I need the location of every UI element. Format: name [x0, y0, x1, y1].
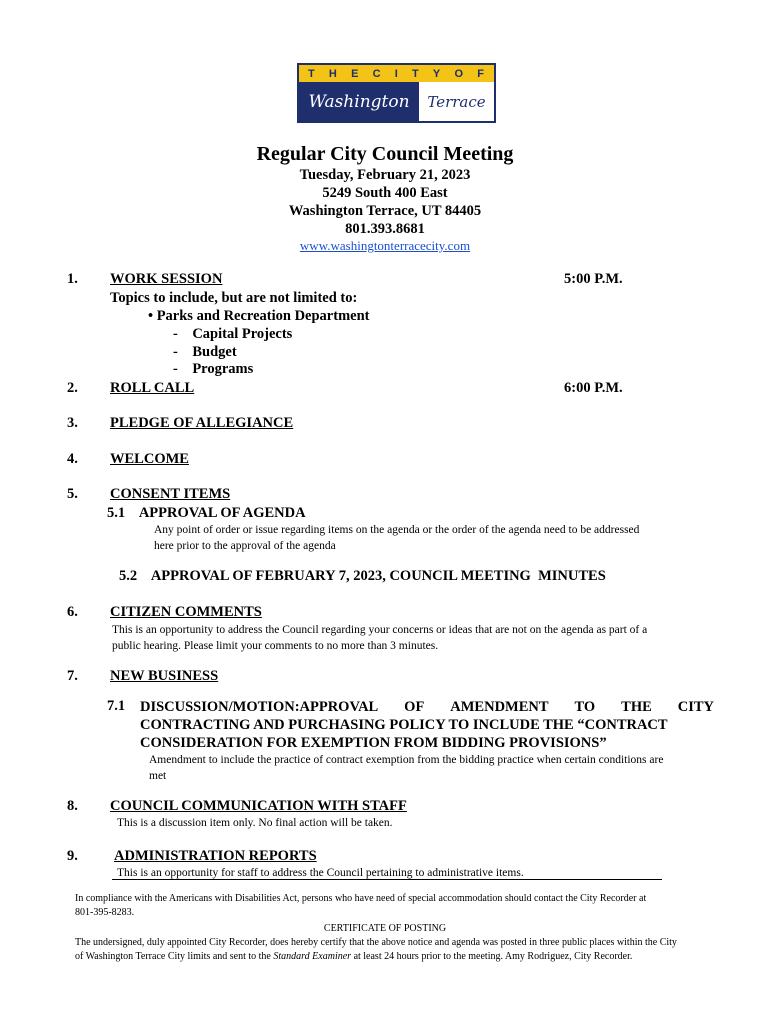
consent-agenda-desc: here prior to the approval of the agenda	[154, 540, 336, 552]
motion-line: CONSIDERATION FOR EXEMPTION FROM BIDDING PROVISIONS”	[140, 735, 607, 751]
motion-word: THE	[621, 699, 652, 715]
logo-letter: C	[372, 67, 382, 80]
certificate-text-part: at least 24 hours prior to the meeting. Amy Rodriguez, City Recorder.	[351, 951, 633, 962]
city-logo	[297, 63, 496, 123]
meeting-title: Regular City Council Meeting	[256, 143, 514, 165]
consent-approval-agenda: 5.1 APPROVAL OF AGENDA	[107, 505, 306, 521]
section-divider	[112, 879, 662, 880]
motion-word: TO	[574, 699, 596, 715]
website-link[interactable]: www.washingtonterracecity.com	[299, 238, 471, 253]
logo-letter: T	[411, 67, 420, 80]
motion-desc: Amendment to include the practice of contract exemption from the bidding practice when certain conditions are	[149, 754, 664, 766]
work-session-topics: Topics to include, but are not limited to:	[110, 290, 358, 306]
logo-word-terrace: Terrace	[427, 92, 486, 111]
item-council-communication-title: COUNCIL COMMUNICATION WITH STAFF	[110, 798, 407, 814]
item-welcome-title: WELCOME	[110, 451, 189, 467]
motion-word: DISCUSSION/MOTION:APPROVAL	[140, 699, 379, 715]
motion-line: CONTRACTING AND PURCHASING POLICY TO INCLUDE THE “CONTRACT	[140, 717, 668, 733]
work-session-sub-item: - Budget	[173, 344, 237, 360]
logo-bottom	[299, 82, 494, 121]
work-session-sub-item: - Programs	[173, 361, 254, 377]
motion-word: CITY	[677, 699, 714, 715]
meeting-address-1: 5249 South 400 East	[322, 185, 448, 201]
consent-minutes-approval: 5.2 APPROVAL OF FEBRUARY 7, 2023, COUNCIL MEETING MINUTES	[119, 568, 606, 584]
motion-line	[140, 698, 714, 716]
certificate-title: CERTIFICATE OF POSTING	[323, 923, 447, 934]
logo-letter: H	[328, 67, 338, 80]
logo-letter: I	[394, 67, 399, 80]
logo-word-washington: Washington	[299, 82, 419, 121]
item-pledge-title: PLEDGE OF ALLEGIANCE	[110, 415, 294, 431]
item-work-session-time: 5:00 P.M.	[564, 271, 623, 287]
motion-word: OF	[404, 699, 425, 715]
meeting-address-2: Washington Terrace, UT 84405	[288, 203, 482, 219]
meeting-date: Tuesday, February 21, 2023	[299, 167, 471, 183]
ada-notice-phone: 801-395-8283.	[75, 907, 135, 918]
new-business-motion	[140, 698, 714, 752]
motion-word: AMENDMENT	[450, 699, 549, 715]
item-number: 9.	[67, 848, 78, 864]
item-admin-reports-title: ADMINISTRATION REPORTS	[114, 848, 317, 864]
logo-letter: Y	[432, 67, 442, 80]
logo-letter: E	[351, 67, 360, 80]
logo-letter: T	[308, 67, 316, 80]
item-number: 4.	[67, 451, 78, 467]
council-communication-desc: This is a discussion item only. No final action will be taken.	[117, 817, 393, 829]
motion-desc: met	[149, 770, 167, 782]
item-number: 5.	[67, 486, 78, 502]
newspaper-name: Standard Examiner	[273, 951, 352, 962]
item-roll-call-time: 6:00 P.M.	[564, 380, 623, 396]
citizen-comments-desc: public hearing. Please limit your comments to no more than 3 minutes.	[112, 640, 439, 652]
item-roll-call-title: ROLL CALL	[110, 380, 195, 396]
item-number: 6.	[67, 604, 78, 620]
certificate-text-part: of Washington Terrace City limits and sent to the	[75, 951, 274, 962]
item-number: 1.	[67, 271, 78, 287]
work-session-sub-item: - Capital Projects	[173, 326, 293, 342]
certificate-text	[75, 949, 632, 965]
logo-letter: F	[477, 67, 485, 80]
item-citizen-comments-title: CITIZEN COMMENTS	[110, 604, 262, 620]
item-consent-title: CONSENT ITEMS	[110, 486, 231, 502]
logo-top-band	[299, 65, 494, 82]
item-number: 7.	[67, 668, 78, 684]
logo-letter: O	[454, 67, 464, 80]
item-new-business-title: NEW BUSINESS	[110, 668, 219, 684]
citizen-comments-desc: This is an opportunity to address the Council regarding your concerns or ideas that are not on the agenda as part of a	[112, 624, 648, 636]
ada-notice: In compliance with the Americans with Disabilities Act, persons who have need of special accommodation should contact the City Recorder at	[75, 893, 647, 904]
admin-reports-desc: This is an opportunity for staff to address the Council pertaining to administrative items.	[117, 867, 524, 879]
item-number: 8.	[67, 798, 78, 814]
certificate-text: The undersigned, duly appointed City Recorder, does hereby certify that the above notice and agenda was posted in three public places within the City	[75, 937, 677, 948]
item-number: 2.	[67, 380, 78, 396]
item-work-session-title: WORK SESSION	[110, 271, 223, 287]
new-business-sub-number: 7.1	[107, 698, 126, 714]
item-number: 3.	[67, 415, 78, 431]
consent-agenda-desc: Any point of order or issue regarding items on the agenda or the order of the agenda need to be addressed	[154, 524, 640, 536]
meeting-phone: 801.393.8681	[345, 221, 425, 237]
work-session-bullet: • Parks and Recreation Department	[148, 308, 370, 324]
